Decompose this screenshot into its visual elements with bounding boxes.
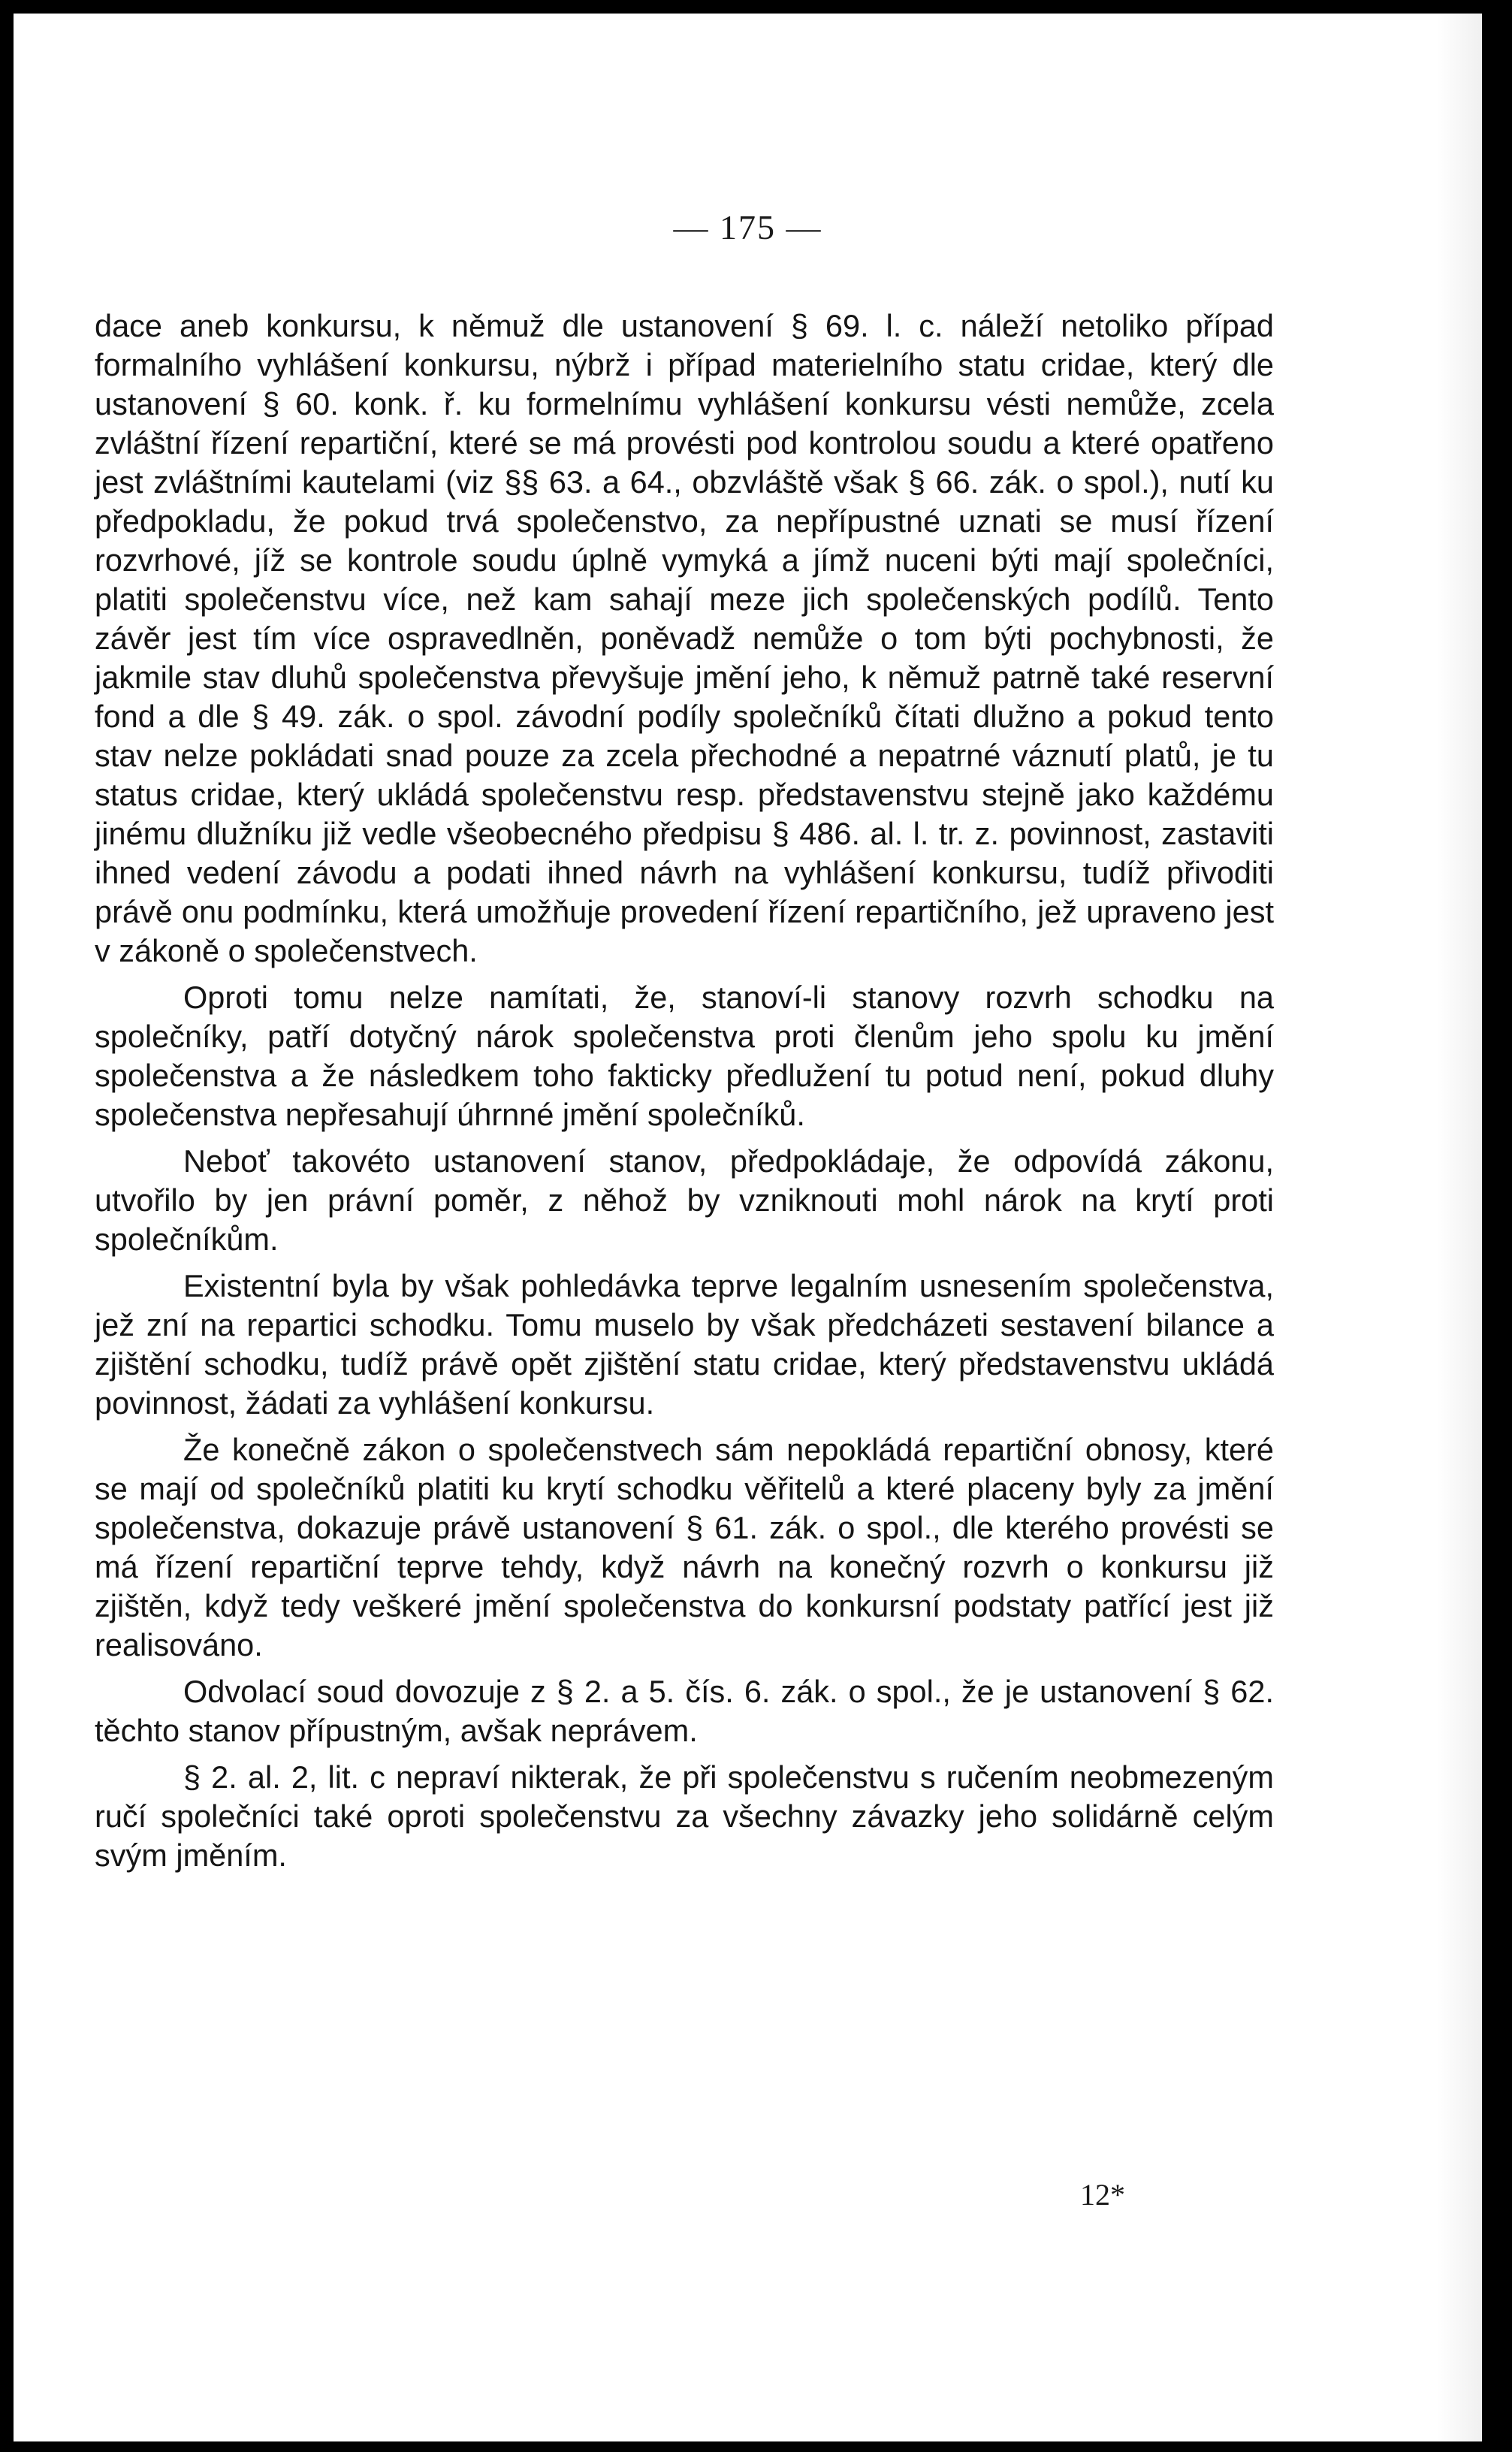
paragraph-5: Že konečně zákon o společenstvech sám nepokládá repartiční obnosy, které se mají od společníků platiti ku krytí schodku věřitelů a které placeny byly za jmění společenstva, dokazuje právě ustanovení § 61. zák. o spol., dle kterého provésti se má řízení repartiční teprve tehdy, když návrh na konečný rozvrh o konkursu již zjištěn, když tedy veškeré jmění společenstva do konkursní podstaty patřící jest již realisováno. [95,1432,1274,1662]
body-text [95,306,1274,1883]
page-edge-shadow [1437,14,1482,2441]
paragraph-6: Odvolací soud dovozuje z § 2. a 5. čís. 6. zák. o spol., že je ustanovení § 62. těchto stanov přípustným, avšak neprávem. [95,1674,1274,1748]
paragraph-7: § 2. al. 2, lit. c nepraví nikterak, že při společenstvu s ručením neobmezeným ručí společníci také oproti společenstvu za všechny závazky jeho solidárně celým svým jměním. [95,1759,1274,1873]
paragraph-1: dace aneb konkursu, k němuž dle ustanovení § 69. l. c. náleží netoliko případ formalního vyhlášení konkursu, nýbrž i případ materielního statu cridae, který dle ustanovení § 60. konk. ř. ku formelnímu vyhlášení konkursu vésti nemůže, zcela zvláštní řízení repartiční, které se má provésti pod kontrolou soudu a které opatřeno jest zvláštními kautelami (viz §§ 63. a 64., obzvláště však § 66. zák. o spol.), nutí ku předpokladu, že pokud trvá společenstvo, za nepřípustné uznati se musí řízení rozvrhové, jíž se kontrole soudu úplně vymyká a jímž nuceni býti mají společníci, platiti společenstvu více, než kam sahají meze jich společenských podílů. Tento závěr jest tím více ospravedlněn, poněvadž nemůže o tom býti pochybnosti, že jakmile stav dluhů společenstva převyšuje jmění jeho, k němuž patrně také reservní fond a dle § 49. zák. o spol. závodní podíly společníků čítati dlužno a pokud tento stav nelze pokládati snad pouze za zcela přechodné a nepatrné váznutí platů, je tu status cridae, který ukládá společenstvu resp. představenstvu stejně jako každému jinému dlužníku již vedle všeobecného předpisu § 486. al. l. tr. z. povinnost, zastaviti ihned vedení závodu a podati ihned návrh na vyhlášení konkursu, tudíž přivoditi právě onu podmínku, která umožňuje provedení řízení repartičního, jež upraveno jest v zákoně o společenstvech. [95,308,1274,968]
printer-signature-mark: 12* [1080,2178,1125,2212]
paragraph-3: Neboť takovéto ustanovení stanov, předpokládaje, že odpovídá zákonu, utvořilo by jen právní poměr, z něhož by vzniknouti mohl nárok na krytí proti společníkům. [95,1143,1274,1257]
page-number: — 175 — [673,208,822,246]
paragraph-2: Oproti tomu nelze namítati, že, stanoví-li stanovy rozvrh schodku na společníky, patří dotyčný nárok společenstva proti členům jeho spolu ku jmění společenstva a že následkem toho fakticky předlužení tu potud není, pokud dluhy společenstva nepřesahují úhrnné jmění společníků. [95,980,1274,1132]
document-page [14,14,1482,2441]
paragraph-4: Existentní byla by však pohledávka teprve legalním usnesením společenstva, jež zní na repartici schodku. Tomu muselo by však předcházeti sestavení bilance a zjištění schodku, tudíž právě opět zjištění statu cridae, který představenstvu ukládá povinnost, žádati za vyhlášení konkursu. [95,1268,1274,1421]
